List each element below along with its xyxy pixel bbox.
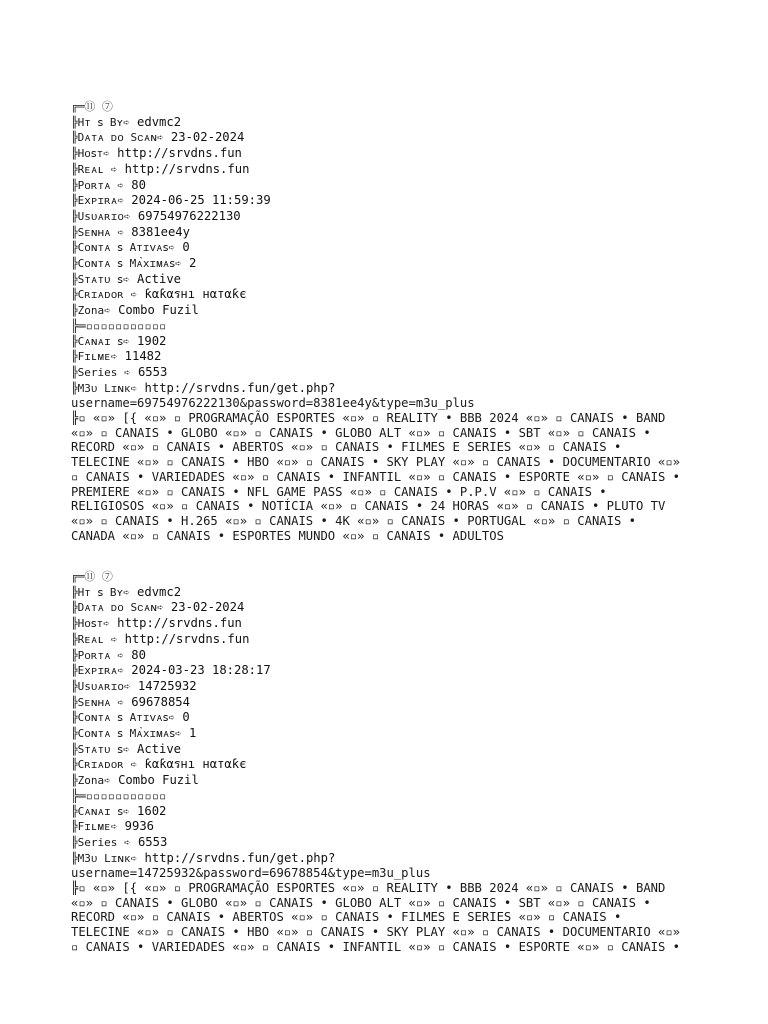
field-label: ╠Zona➪ xyxy=(71,774,111,788)
text-line: ╠▫ «▫» [{ «▫» ▫ PROGRAMAÇÃO ESPORTES «▫» ▫ REALITY • BBB 2024 «▫» ▫ CANAIS • BAND xyxy=(71,411,666,426)
text-line: «▫» ▫ CANAIS • GLOBO «▫» ▫ CANAIS • GLOBO ALT «▫» ▫ CANAIS • SBT «▫» ▫ CANAIS • xyxy=(71,425,651,440)
field-label: ╠M3ᴜ Lɪɴᴋ➪ xyxy=(71,381,138,395)
field-value: http://srvdns.fun/get.php? xyxy=(144,850,336,865)
text-line: PREMIERE «▫» ▫ CANAIS • NFL GAME PASS «▫» ▫ CANAIS • P.P.V «▫» ▫ CANAIS • xyxy=(71,484,607,499)
field-value: 2 xyxy=(189,256,197,271)
field-value: ƙαƙαรнı нαтαƙє xyxy=(144,287,247,302)
field-value: 11482 xyxy=(124,349,162,364)
field-user xyxy=(71,679,711,695)
field-label: ╠M3ᴜ Lɪɴᴋ➪ xyxy=(71,851,138,865)
field-label: ╠Hᴛ ꜱ Bʏ➪ xyxy=(71,585,130,599)
field-value: 1 xyxy=(189,726,197,741)
field-zone xyxy=(71,303,711,319)
text-line: «▫» ▫ CANAIS • GLOBO «▫» ▫ CANAIS • GLOBO ALT «▫» ▫ CANAIS • SBT «▫» ▫ CANAIS • xyxy=(71,895,651,910)
field-m3u-link xyxy=(71,381,711,397)
text-line: RELIGIOSOS «▫» ▫ CANAIS • NOTÍCIA «▫» ▫ CANAIS • 24 HORAS «▫» ▫ CANAIS • PLUTO TV xyxy=(71,499,666,514)
field-creator xyxy=(71,757,711,773)
text-line: username=14725932&password=69678854&type=m3u_plus xyxy=(71,866,431,881)
field-value: 8381ee4y xyxy=(131,224,190,239)
text-line: TELECINE «▫» ▫ CANAIS • HBO «▫» ▫ CANAIS • SKY PLAY «▫» ▫ CANAIS • DOCUMENTARIO «▫» xyxy=(71,455,681,470)
field-port xyxy=(71,648,711,664)
field-channels xyxy=(71,804,711,820)
field-user xyxy=(71,209,711,225)
field-value: 80 xyxy=(131,177,146,192)
field-real xyxy=(71,632,711,648)
field-label: ╠Rᴇᴀʟ ➪ xyxy=(71,632,118,646)
field-zone xyxy=(71,773,711,789)
field-port xyxy=(71,178,711,194)
field-active-connections xyxy=(71,240,711,256)
field-host xyxy=(71,146,711,162)
field-value: 69678854 xyxy=(131,694,190,709)
field-label: ╠Usᴜᴀʀɪᴏ➪ xyxy=(71,679,131,693)
field-value: 0 xyxy=(182,710,190,725)
field-value: 6553 xyxy=(137,364,168,379)
field-active-connections xyxy=(71,710,711,726)
text-line: RECORD «▫» ▫ CANAIS • ABERTOS «▫» ▫ CANAIS • FILMES E SERIES «▫» ▫ CANAIS • xyxy=(71,440,622,455)
field-value: 23-02-2024 xyxy=(170,600,245,615)
field-max-connections xyxy=(71,256,711,272)
field-label: ╠Exᴘɪʀᴀ➪ xyxy=(71,194,124,208)
field-label: ╠Dᴀᴛᴀ ᴅᴏ Sᴄᴀɴ➪ xyxy=(71,131,164,145)
text-line: ▫ CANAIS • VARIEDADES «▫» ▫ CANAIS • INFANTIL «▫» ▫ CANAIS • ESPORTE «▫» ▫ CANAIS • xyxy=(71,469,681,484)
field-label: ╠Cʀɪᴀᴅᴏʀ ➪ xyxy=(71,758,138,772)
field-value: edvmc2 xyxy=(137,114,182,129)
block-header-line: ╔═⑪ ⑦ xyxy=(71,570,113,583)
field-label: ╠Dᴀᴛᴀ ᴅᴏ Sᴄᴀɴ➪ xyxy=(71,601,164,615)
account-block-1 xyxy=(71,100,711,543)
text-line: «▫» ▫ CANAIS • H.265 «▫» ▫ CANAIS • 4K «▫» ▫ CANAIS • PORTUGAL «▫» ▫ CANAIS • xyxy=(71,513,636,528)
field-label: ╠Sᴛᴀᴛᴜ ꜱ➪ xyxy=(71,272,130,286)
field-scan-date xyxy=(71,600,711,616)
block-header-line: ╔═⑪ ⑦ xyxy=(71,100,113,113)
field-value: Active xyxy=(136,271,182,286)
field-label: ╠Series ➪ xyxy=(71,835,131,849)
field-label: ╠Fɪʟᴍᴇ➪ xyxy=(71,820,118,834)
field-hits-by xyxy=(71,585,711,601)
field-label: ╠Rᴇᴀʟ ➪ xyxy=(71,162,118,176)
field-label: ╠Zona➪ xyxy=(71,304,111,318)
field-label: ╠Cᴏɴᴛᴀ ꜱ Mᴀ̀xɪᴍᴀꜱ➪ xyxy=(71,727,182,741)
field-value: edvmc2 xyxy=(137,584,182,599)
field-value: 6553 xyxy=(137,834,168,849)
field-series xyxy=(71,835,711,851)
field-status xyxy=(71,272,711,288)
field-movies xyxy=(71,819,711,835)
field-value: 2024-03-23 18:28:17 xyxy=(131,663,271,678)
field-value: http://srvdns.fun/get.php? xyxy=(144,380,336,395)
field-label: ╠Cʀɪᴀᴅᴏʀ ➪ xyxy=(71,288,138,302)
field-value: Active xyxy=(136,741,182,756)
field-host xyxy=(71,616,711,632)
field-value: 2024-06-25 11:59:39 xyxy=(131,193,271,208)
field-value: 0 xyxy=(182,240,190,255)
field-series xyxy=(71,365,711,381)
account-block-2 xyxy=(71,570,711,955)
separator-line: ╠═▫▫▫▫▫▫▫▫▫▫▫ xyxy=(71,788,167,803)
field-label: ╠Cᴀɴᴀɪ ꜱ➪ xyxy=(71,334,130,348)
field-creator xyxy=(71,287,711,303)
field-value: Combo Fuzil xyxy=(118,773,199,788)
field-label: ╠Sᴇɴʜᴀ ➪ xyxy=(71,695,124,709)
field-label: ╠Cᴀɴᴀɪ ꜱ➪ xyxy=(71,804,130,818)
text-line: TELECINE «▫» ▫ CANAIS • HBO «▫» ▫ CANAIS • SKY PLAY «▫» ▫ CANAIS • DOCUMENTARIO «▫» xyxy=(71,925,681,940)
field-label: ╠Pᴏʀᴛᴀ ➪ xyxy=(71,648,124,662)
field-label: ╠Pᴏʀᴛᴀ ➪ xyxy=(71,178,124,192)
field-movies xyxy=(71,349,711,365)
field-value: 69754976222130 xyxy=(137,208,241,223)
field-value: 80 xyxy=(131,647,146,662)
text-line: ▫ CANAIS • VARIEDADES «▫» ▫ CANAIS • INFANTIL «▫» ▫ CANAIS • ESPORTE «▫» ▫ CANAIS • xyxy=(71,939,681,954)
field-label: ╠Usᴜᴀʀɪᴏ➪ xyxy=(71,209,131,223)
field-password xyxy=(71,225,711,241)
field-value: 1602 xyxy=(137,803,167,818)
field-label: ╠Series ➪ xyxy=(71,365,131,379)
field-value: 23-02-2024 xyxy=(170,130,245,145)
field-value: Combo Fuzil xyxy=(118,303,199,318)
field-value: ƙαƙαรнı нαтαƙє xyxy=(144,757,247,772)
field-value: http://srvdns.fun xyxy=(124,161,250,176)
text-line: RECORD «▫» ▫ CANAIS • ABERTOS «▫» ▫ CANAIS • FILMES E SERIES «▫» ▫ CANAIS • xyxy=(71,910,622,925)
field-label: ╠Cᴏɴᴛᴀ ꜱ Aᴛɪᴠᴀꜱ➪ xyxy=(71,241,176,255)
field-label: ╠Hᴛ ꜱ Bʏ➪ xyxy=(71,115,130,129)
field-value: 9936 xyxy=(124,819,155,834)
separator-line: ╠═▫▫▫▫▫▫▫▫▫▫▫ xyxy=(71,318,167,333)
text-line: username=69754976222130&password=8381ee4y&type=m3u_plus xyxy=(71,396,475,411)
field-real xyxy=(71,162,711,178)
field-label: ╠Cᴏɴᴛᴀ ꜱ Mᴀ̀xɪᴍᴀꜱ➪ xyxy=(71,257,182,271)
field-status xyxy=(71,742,711,758)
field-password xyxy=(71,695,711,711)
text-line: CANADA «▫» ▫ CANAIS • ESPORTES MUNDO «▫» ▫ CANAIS • ADULTOS xyxy=(71,528,504,543)
field-value: http://srvdns.fun xyxy=(124,631,250,646)
field-max-connections xyxy=(71,726,711,742)
field-value: 1902 xyxy=(137,333,167,348)
field-expires xyxy=(71,663,711,679)
field-value: http://srvdns.fun xyxy=(117,616,242,631)
field-label: ╠Hᴏꜱᴛ➪ xyxy=(71,617,110,631)
field-label: ╠Cᴏɴᴛᴀ ꜱ Aᴛɪᴠᴀꜱ➪ xyxy=(71,711,176,725)
field-hits-by xyxy=(71,115,711,131)
text-line: ╠▫ «▫» [{ «▫» ▫ PROGRAMAÇÃO ESPORTES «▫» ▫ REALITY • BBB 2024 «▫» ▫ CANAIS • BAND xyxy=(71,881,666,896)
field-label: ╠Sᴇɴʜᴀ ➪ xyxy=(71,225,124,239)
field-value: http://srvdns.fun xyxy=(117,146,242,161)
field-label: ╠Fɪʟᴍᴇ➪ xyxy=(71,350,118,364)
field-channels xyxy=(71,334,711,350)
field-label: ╠Hᴏꜱᴛ➪ xyxy=(71,147,110,161)
field-label: ╠Sᴛᴀᴛᴜ ꜱ➪ xyxy=(71,742,130,756)
field-value: 14725932 xyxy=(137,678,197,693)
field-m3u-link xyxy=(71,851,711,867)
field-scan-date xyxy=(71,130,711,146)
field-label: ╠Exᴘɪʀᴀ➪ xyxy=(71,664,124,678)
field-expires xyxy=(71,193,711,209)
